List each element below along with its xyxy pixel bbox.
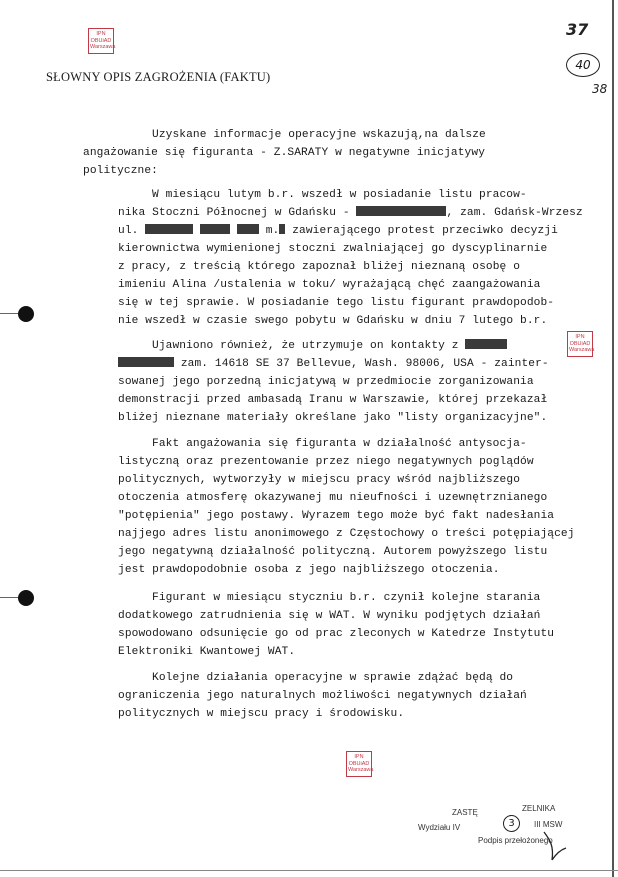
- page-edge: [0, 870, 618, 871]
- paragraph-line: imieniu Alina /ustalenia w toku/ wyrażającą chęć zaangażowania: [118, 279, 541, 291]
- text-segment: zawierającego protest przeciwko decyzji: [285, 225, 558, 237]
- redaction-block: [200, 224, 230, 234]
- signature-stamp-line: III MSW: [534, 820, 563, 829]
- text-segment: m.: [258, 225, 280, 237]
- paragraph-line: listyczną oraz prezentowanie przez niego negatywnych poglądów: [118, 456, 534, 468]
- document-title: SŁOWNY OPIS ZAGROŻENIA (FAKTU): [46, 70, 271, 84]
- paragraph-line: jego negatywną działalność polityczną. Autorem powyższego listu: [118, 546, 548, 558]
- paragraph-line: się w tej sprawie. W posiadanie tego listu figurant prawdopodob-: [118, 297, 555, 309]
- stamp-text: OBUiAD: [569, 340, 591, 347]
- stamp-text: OBUiAD: [348, 760, 370, 767]
- redaction-block: [145, 224, 193, 234]
- stamp-text: IPN: [96, 31, 106, 37]
- handwritten-signature: [540, 830, 570, 864]
- redaction-block: [237, 224, 259, 234]
- paragraph-line: [118, 357, 549, 371]
- stamp-text: IPN: [575, 334, 585, 340]
- page-number-top: 37: [566, 20, 589, 39]
- paragraph-line: dodatkowego zatrudnienia się w WAT. W wyniku podjętych działań: [118, 610, 541, 622]
- paragraph-line: ograniczenia jego naturalnych możliwości negatywnych działań: [118, 690, 527, 702]
- text-segment: nika Stoczni Północnej w Gdańsku -: [118, 207, 357, 219]
- text-segment: Ujawniono również, że utrzymuje on kontakty z: [152, 340, 466, 352]
- page-number-secondary: 38: [592, 82, 608, 96]
- signature-stamp-line: Wydziału IV: [418, 823, 461, 832]
- paragraph-line: Uzyskane informacje operacyjne wskazują,na dalsze: [152, 129, 486, 141]
- stamp-text: Warszawa: [348, 767, 374, 773]
- paragraph-line: polityczne:: [83, 165, 158, 177]
- paragraph-line: Elektroniki Kwantowej WAT.: [118, 646, 296, 658]
- redaction-block: [356, 206, 446, 216]
- paragraph-line: [152, 339, 507, 353]
- redaction-block: [118, 357, 174, 367]
- paragraph-line: politycznych, wytworzyły w miejscu pracy wśród najbliższego: [118, 474, 521, 486]
- page-number-circled: 40: [566, 53, 600, 77]
- text-segment: ul.: [118, 225, 146, 237]
- paragraph-line: politycznych w miejscu pracy i środowisku.: [118, 708, 405, 720]
- paragraph-line: spowodowano odsunięcie go od prac zleconych w Katedrze Instytutu: [118, 628, 555, 640]
- page-edge: [612, 0, 614, 877]
- paragraph-line: demonstracji przed ambasadą Iranu w Warszawie, której przekazał: [118, 394, 548, 406]
- circled-number: 3: [503, 815, 520, 832]
- paragraph-line: [118, 224, 558, 238]
- paragraph-line: jest prawdopodobnie osoba z jego najbliższego otoczenia.: [118, 564, 500, 576]
- paragraph-line: sowanej jego porzedną inicjatywą w przedmiocie zorganizowania: [118, 376, 534, 388]
- punch-hole: [18, 306, 34, 322]
- paragraph-line: kierownictwa wymienionej stoczni zwalniającej go dyscyplinarnie: [118, 243, 548, 255]
- paragraph-line: z pracy, z treścią którego zapoznał bliżej nieznaną osobę o: [118, 261, 521, 273]
- signature-stamp-line: ZELNIKA: [522, 804, 556, 813]
- paragraph-line: otoczenia atmosferę okazywanej mu nieufności i uzewnętrznianego: [118, 492, 548, 504]
- paragraph-line: nie wszedł w czasie swego pobytu w Gdańsku w dniu 7 lutego b.r.: [118, 315, 548, 327]
- paragraph-line: angażowanie się figuranta - Z.SARATY w negatywne inicjatywy: [83, 147, 486, 159]
- paragraph-line: [118, 206, 583, 220]
- paragraph-line: Kolejne działania operacyjne w sprawie zdążać będą do: [152, 672, 514, 684]
- signature-stamp-line: ZASTĘ: [452, 808, 478, 817]
- archive-stamp: [346, 751, 372, 777]
- punch-hole: [18, 590, 34, 606]
- stamp-text: OBUiAD: [90, 37, 112, 44]
- signature-caption: Podpis przełożonego: [478, 836, 553, 845]
- paragraph-line: Figurant w miesiącu styczniu b.r. czynił kolejne starania: [152, 592, 541, 604]
- paragraph-line: "potępienia" jego postawy. Wyrazem tego może być fakt nadesłania: [118, 510, 555, 522]
- stamp-text: Warszawa: [569, 347, 595, 353]
- archive-stamp: [567, 331, 593, 357]
- stamp-text: IPN: [354, 754, 364, 760]
- paragraph-line: najjego adres listu anonimowego z Częstochowy o treści potępiającej: [118, 528, 575, 540]
- text-segment: , zam. Gdańsk-Wrzesz: [446, 207, 583, 219]
- paragraph-line: W miesiącu lutym b.r. wszedł w posiadanie listu pracow-: [152, 189, 527, 201]
- text-segment: zam. 14618 SE 37 Bellevue, Wash. 98006, USA - zainter-: [174, 358, 549, 370]
- paragraph-line: bliżej nieznane materiały określane jako "listy organizacyjne".: [118, 412, 548, 424]
- redaction-block: [465, 339, 507, 349]
- paragraph-line: Fakt angażowania się figuranta w działalność antysocja-: [152, 438, 527, 450]
- archive-stamp: [88, 28, 114, 54]
- stamp-text: Warszawa: [90, 44, 116, 50]
